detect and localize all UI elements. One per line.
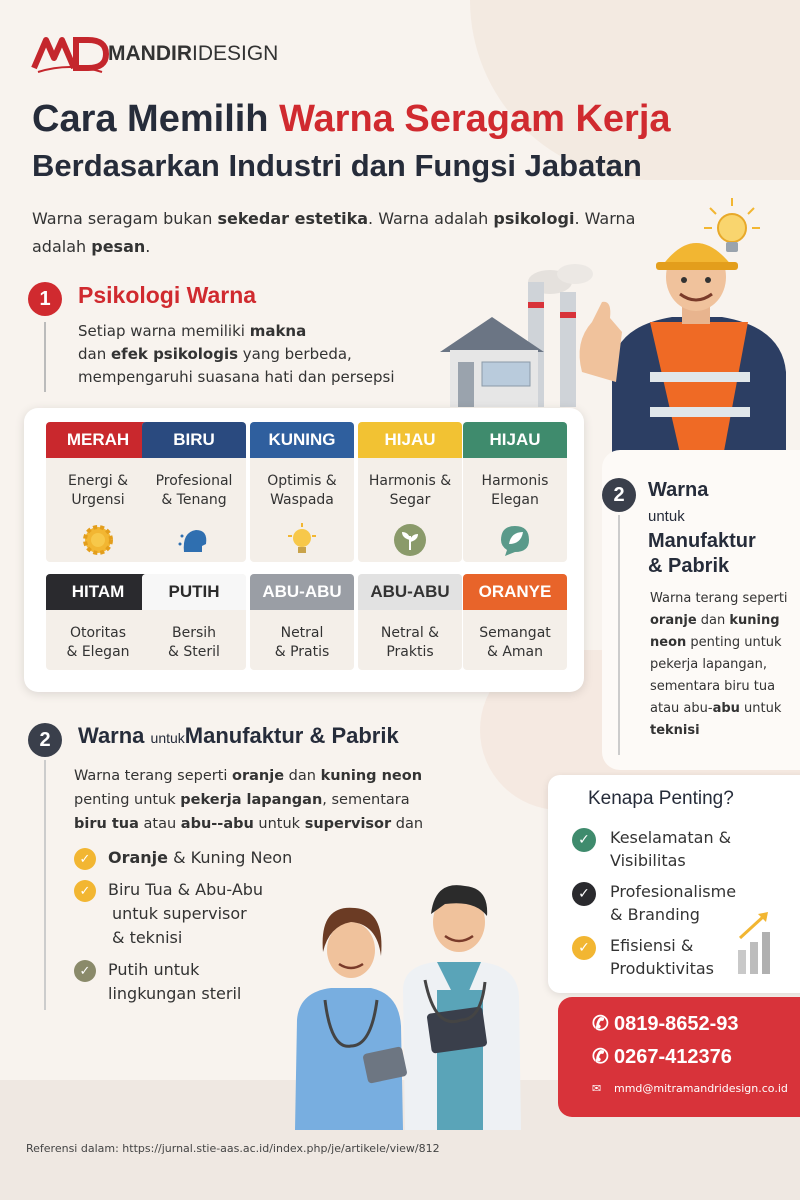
color-name: MERAH (46, 422, 150, 458)
phone-icon: ✆ (592, 1046, 609, 1068)
mail-icon: ✉ (592, 1082, 602, 1095)
color-card-oranye (463, 574, 567, 670)
medical-staff-illustration (285, 870, 555, 1130)
color-meaning: Netral & Praktis (380, 625, 440, 660)
color-name: HITAM (46, 574, 150, 610)
why-item-label: Efisiensi & Produktivitas (610, 936, 714, 978)
color-card-merah (46, 422, 150, 562)
sun-gear-icon (80, 522, 116, 558)
check-icon: ✓ (572, 936, 596, 960)
brand-logo[interactable] (30, 34, 279, 74)
color-name: ABU-ABU (358, 574, 462, 610)
color-name: KUNING (250, 422, 354, 458)
color-card-kuning (250, 422, 354, 562)
color-meaning: Profesional & Tenang (155, 473, 233, 508)
color-name: BIRU (142, 422, 246, 458)
md-logo-icon (30, 34, 110, 74)
color-meaning: Bersih & Steril (168, 625, 220, 660)
brand-name: MANDIRIDESIGN (108, 42, 279, 65)
color-card-hitam (46, 574, 150, 670)
color-name: PUTIH (142, 574, 246, 610)
check-icon: ✓ (74, 960, 96, 982)
chat-leaf-icon (497, 522, 533, 558)
color-card-hijau (358, 422, 462, 562)
check-icon: ✓ (572, 828, 596, 852)
why-item-label: Keselamatan & Visibilitas (610, 828, 732, 870)
right-section-text: Warna terang seperti oranje dan kuning neon penting untuk pekerja lapangan, sementara biru tua atau abu-abu untuk teknisi (650, 591, 788, 738)
color-meaning: Harmonis Elegan (481, 473, 549, 508)
divider (44, 322, 46, 392)
section-2-badge-right: 2 (602, 478, 636, 512)
color-meaning: Semangat & Aman (479, 625, 551, 660)
color-name: ORANYE (463, 574, 567, 610)
section-2-title: Warna untukManufaktur & Pabrik (78, 723, 399, 748)
color-meaning: Harmonis & Segar (368, 473, 452, 508)
color-name: HIJAU (463, 422, 567, 458)
check-icon: ✓ (74, 848, 96, 870)
color-name: ABU-ABU (250, 574, 354, 610)
reference-text: Referensi dalam: https://jurnal.stie-aas.ac.id/index.php/je/artikele/view/812 (26, 1142, 440, 1155)
section-1-title: Psikologi Warna (78, 282, 257, 308)
title-highlight: Warna Seragam Kerja (279, 98, 671, 140)
uniform-color-label: Oranje & Kuning Neon (108, 848, 293, 867)
worker-illustration (572, 222, 800, 462)
head-icon (176, 522, 212, 558)
section-1-text: Setiap warna memiliki makna dan efek psikologis yang berbeda, mempengaruhi suasana hati dan persepsi (78, 322, 395, 386)
bulb-icon (284, 522, 320, 558)
check-icon: ✓ (74, 880, 96, 902)
color-meaning: Energi & Urgensi (68, 473, 128, 508)
phone-link-2[interactable]: ✆ 0267-412376 (592, 1046, 732, 1068)
check-icon: ✓ (572, 882, 596, 906)
email-link[interactable]: ✉ mmd@mitramandridesign.co.id (592, 1082, 788, 1095)
color-card-abu-abu (358, 574, 462, 670)
color-meaning: Optimis & Waspada (267, 473, 337, 508)
color-card-biru (142, 422, 246, 562)
uniform-color-label: Putih untuk lingkungan steril (108, 960, 242, 1003)
color-card-hijau (463, 422, 567, 562)
page-subtitle: Berdasarkan Industri dan Fungsi Jabatan (32, 148, 642, 183)
uniform-color-label: Biru Tua & Abu-Abu untuk supervisor & teknisi (108, 880, 264, 947)
color-card-putih (142, 574, 246, 670)
leaf-icon (392, 522, 428, 558)
section-2-text: Warna terang seperti oranje dan kuning neon penting untuk pekerja lapangan, sementara biru tua atau abu--abu untuk supervisor dan (74, 768, 424, 832)
intro-text: Warna seragam bukan sekedar estetika. Warna adalah psikologi. Warna adalah pesan. (32, 209, 636, 256)
page-title: Cara Memilih Warna Seragam Kerja (32, 98, 671, 140)
phone-icon: ✆ (592, 1013, 609, 1035)
divider (44, 760, 46, 1010)
section-1-badge: 1 (28, 282, 62, 316)
color-meaning: Otoritas & Elegan (66, 625, 130, 660)
divider (618, 515, 620, 755)
why-title: Kenapa Penting? (588, 788, 734, 809)
right-section-title: Warna untuk Manufaktur & Pabrik (648, 479, 756, 577)
why-item-label: Profesionalisme & Branding (610, 882, 737, 924)
color-name: HIJAU (358, 422, 462, 458)
color-card-abu-abu (250, 574, 354, 670)
section-2-badge: 2 (28, 723, 62, 757)
growth-chart-icon (736, 910, 776, 976)
phone-link-1[interactable]: ✆ 0819-8652-93 (592, 1013, 739, 1035)
color-meaning: Netral & Pratis (274, 625, 330, 660)
